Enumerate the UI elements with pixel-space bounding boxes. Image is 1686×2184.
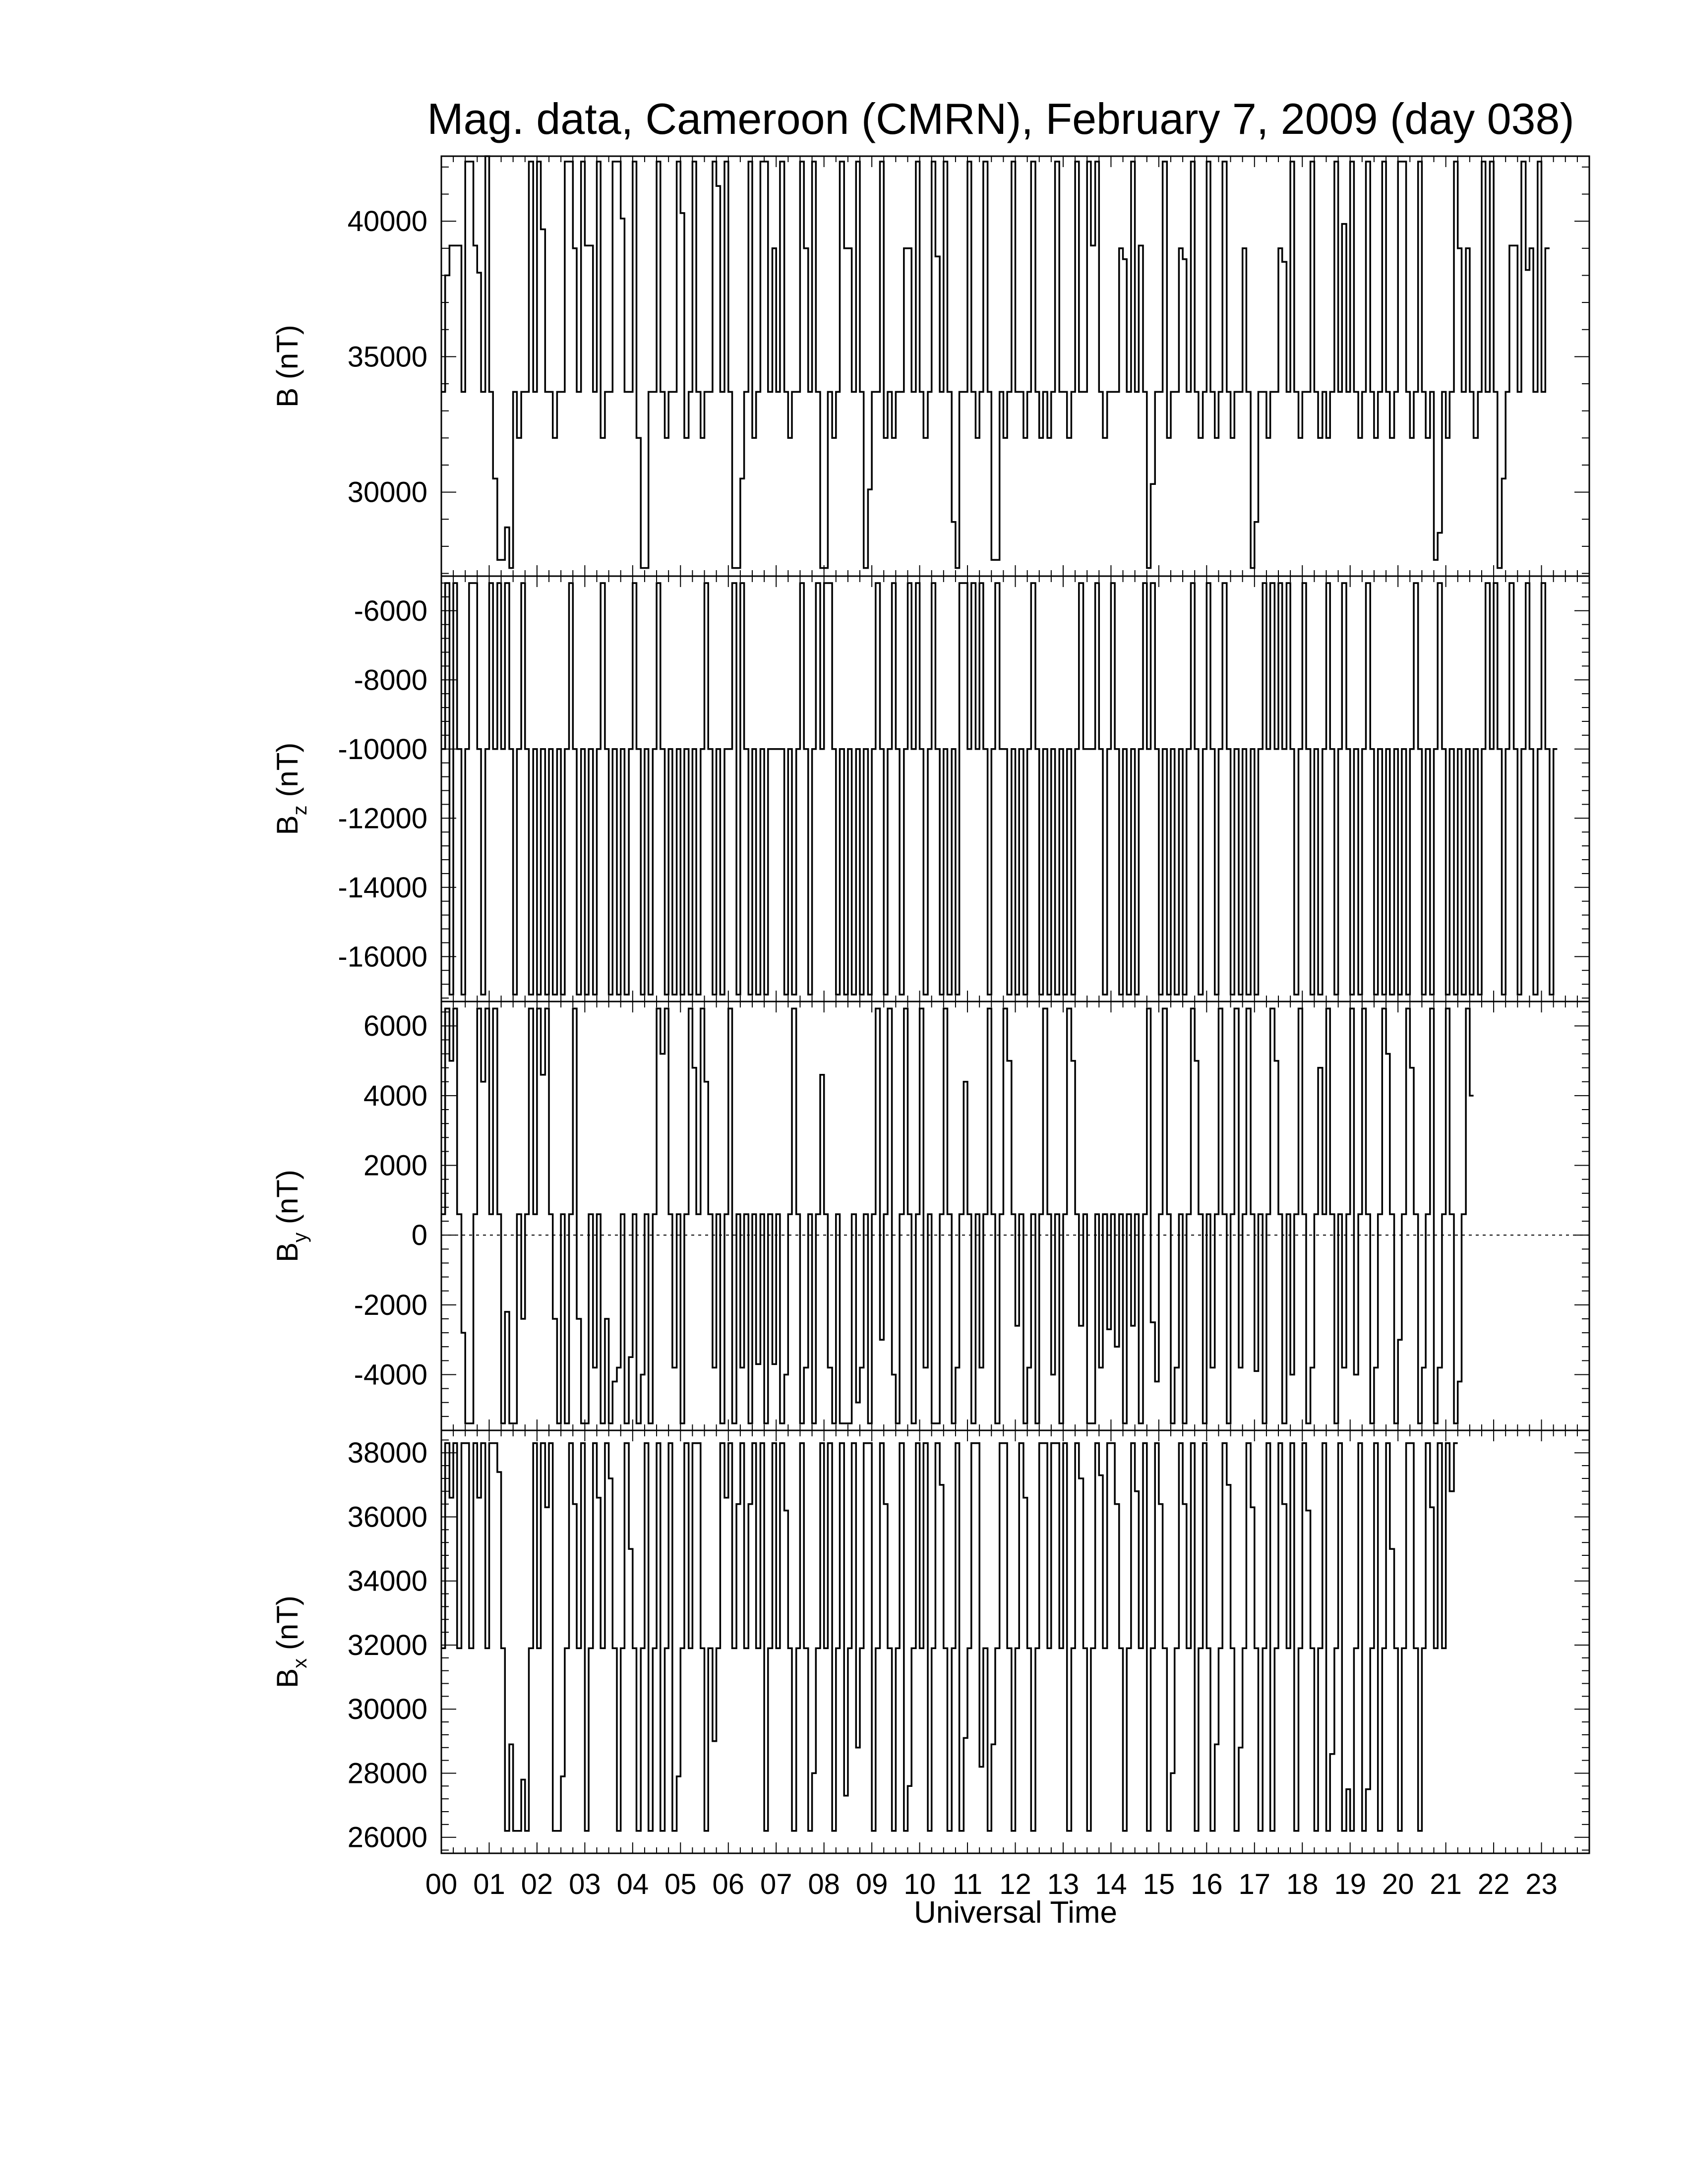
y-axis-label-main: B: [271, 387, 304, 408]
y-axis-label-main: B: [271, 1242, 304, 1262]
x-tick-label: 17: [1238, 1868, 1271, 1900]
y-tick-label: -12000: [338, 802, 427, 835]
y-axis-label-main: B: [271, 815, 304, 835]
x-tick-label: 00: [425, 1868, 458, 1900]
x-tick-label: 08: [808, 1868, 840, 1900]
y-axis-label-main: B: [271, 1668, 304, 1688]
x-tick-label: 10: [903, 1868, 936, 1900]
y-axis-label-unit: (nT): [271, 742, 304, 806]
x-tick-label: 12: [999, 1868, 1031, 1900]
x-tick-label: 20: [1382, 1868, 1414, 1900]
y-tick-label: 6000: [363, 1010, 427, 1043]
y-tick-label: -16000: [338, 941, 427, 973]
figure-title: Mag. data, Cameroon (CMRN), February 7, 2009 (day 038): [427, 94, 1574, 143]
x-tick-label: 13: [1047, 1868, 1080, 1900]
y-axis-label-subscript: x: [289, 1658, 311, 1668]
y-tick-label: -14000: [338, 871, 427, 904]
x-tick-label: 16: [1191, 1868, 1223, 1900]
x-tick-label: 06: [712, 1868, 745, 1900]
x-tick-label: 11: [952, 1868, 983, 1900]
y-axis-label-unit: (nT): [271, 1170, 304, 1233]
x-tick-label: 09: [855, 1868, 888, 1900]
y-tick-label: 26000: [347, 1821, 427, 1854]
y-tick-label: 35000: [347, 341, 427, 373]
x-tick-label: 04: [616, 1868, 649, 1900]
y-tick-label: -4000: [354, 1358, 427, 1391]
y-tick-label: 28000: [347, 1757, 427, 1790]
x-tick-label: 21: [1430, 1868, 1462, 1900]
y-tick-label: 32000: [347, 1629, 427, 1661]
y-tick-label: 36000: [347, 1501, 427, 1534]
y-axis-label-subscript: z: [289, 805, 311, 816]
x-axis-label: Universal Time: [914, 1895, 1117, 1930]
y-tick-label: 0: [411, 1219, 427, 1252]
y-tick-label: 38000: [347, 1437, 427, 1470]
x-tick-label: 19: [1334, 1868, 1366, 1900]
x-tick-label: 02: [521, 1868, 553, 1900]
x-tick-label: 23: [1525, 1868, 1558, 1900]
y-tick-label: 30000: [347, 476, 427, 509]
y-axis-label-unit: (nT): [271, 1595, 304, 1658]
x-tick-label: 05: [664, 1868, 697, 1900]
y-tick-label: 34000: [347, 1565, 427, 1597]
y-tick-label: -10000: [338, 733, 427, 766]
y-axis-label: [271, 325, 304, 408]
x-tick-label: 14: [1095, 1868, 1127, 1900]
y-tick-label: 40000: [347, 205, 427, 238]
y-tick-label: 4000: [363, 1079, 427, 1112]
y-tick-label: -6000: [354, 594, 427, 627]
y-axis-label-subscript: y: [289, 1232, 311, 1242]
y-tick-label: 30000: [347, 1693, 427, 1726]
x-tick-label: 03: [569, 1868, 601, 1900]
y-axis-label-unit: (nT): [271, 325, 304, 388]
x-tick-label: 07: [760, 1868, 792, 1900]
y-tick-label: 2000: [363, 1149, 427, 1182]
x-tick-label: 22: [1477, 1868, 1510, 1900]
x-tick-label: 15: [1143, 1868, 1175, 1900]
y-tick-label: -8000: [354, 664, 427, 697]
y-tick-label: -2000: [354, 1289, 427, 1321]
x-tick-label: 18: [1286, 1868, 1319, 1900]
x-tick-label: 01: [473, 1868, 505, 1900]
